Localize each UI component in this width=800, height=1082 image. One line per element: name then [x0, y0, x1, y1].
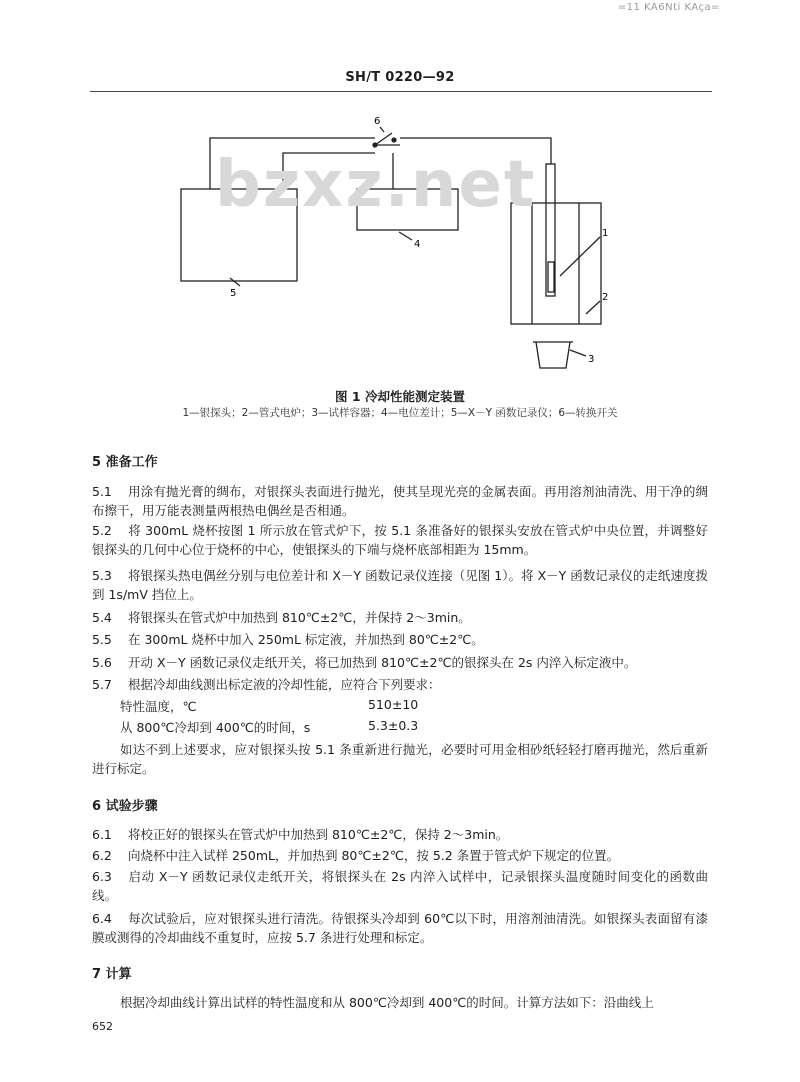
- paragraph-text: 开动 X－Y 函数记录仪走纸开关，将已加热到 810℃±2℃的银探头在 2s 内淬入标定液中。: [128, 655, 637, 670]
- paragraph-number: 6.2: [92, 848, 112, 863]
- label-4: 4: [414, 239, 421, 250]
- watermark: bzxz.net: [215, 148, 537, 222]
- paragraph-5-5: [92, 630, 708, 649]
- label-3: 3: [588, 354, 595, 365]
- paragraph-text: 将银探头热电偶丝分别与电位差计和 X－Y 函数记录仪连接（见图 1）。将 X－Y 函数记录仪的走纸速度拨到 1s/mV 挡位上。: [92, 568, 708, 602]
- requirement-1-value: 510±10: [368, 697, 419, 712]
- paragraph-5-7-note: 如达不到上述要求，应对银探头按 5.1 条重新进行抛光，必要时可用金相砂纸轻轻打磨再抛光，然后重新进行标定。: [92, 742, 708, 776]
- paragraph-6-2: [92, 846, 708, 865]
- paragraph-text: 根据冷却曲线测出标定液的冷却性能，应符合下列要求：: [128, 677, 441, 692]
- paragraph-text: 将校正好的银探头在管式炉中加热到 810℃±2℃，保持 2～3min。: [128, 827, 509, 842]
- paragraph-number: 5.6: [92, 655, 112, 670]
- requirement-1-label: 特性温度，℃: [120, 699, 197, 714]
- section-6-title: 6 试验步骤: [92, 799, 158, 814]
- paragraph-5-4: [92, 608, 708, 627]
- paragraph-text: 将银探头在管式炉中加热到 810℃±2℃，并保持 2～3min。: [128, 610, 471, 625]
- paragraph-number: 5.4: [92, 610, 112, 625]
- switch-lever: [375, 133, 392, 145]
- paragraph-number: 5.7: [92, 677, 112, 692]
- paragraph-6-4: [92, 909, 708, 947]
- section-7-title: 7 计算: [92, 967, 132, 982]
- paragraph-number: 6.1: [92, 827, 112, 842]
- paragraph-text: 启动 X－Y 函数记录仪走纸开关，将银探头在 2s 内淬入试样中，记录银探头温度随时间变化的函数曲线。: [92, 869, 708, 903]
- paragraph-text: 将 300mL 烧杯按图 1 所示放在管式炉下，按 5.1 条准备好的银探头安放在管式炉中央位置，并调整好银探头的几何中心位于烧杯的中心，使银探头的下端与烧杯底部相距为 15mm。: [92, 523, 708, 557]
- section-5-title: 5 准备工作: [92, 455, 158, 470]
- label-6: 6: [374, 116, 381, 127]
- paragraph-number: 5.1: [92, 484, 112, 499]
- paragraph-text: 在 300mL 烧杯中加入 250mL 标定液，并加热到 80℃±2℃。: [128, 632, 484, 647]
- label-1: 1: [602, 228, 609, 239]
- paragraph-6-3: [92, 867, 708, 905]
- page-header: SH/T 0220—92: [345, 70, 455, 85]
- paragraph-number: 5.2: [92, 523, 112, 538]
- paragraph-number: 6.4: [92, 911, 112, 926]
- page-number: 652: [92, 1020, 113, 1033]
- paragraph-number: 5.3: [92, 568, 112, 583]
- paragraph-text: 向烧杯中注入试样 250mL，并加热到 80℃±2℃，按 5.2 条置于管式炉下规定的位置。: [128, 848, 620, 863]
- figure-legend: 1—银探头；2—管式电炉；3—试样容器；4—电位差计；5—X－Y 函数记录仪；6—转换开关: [182, 407, 618, 419]
- paragraph-5-7: [92, 675, 708, 694]
- paragraph-6-1: [92, 825, 708, 844]
- paragraph-7: 根据冷却曲线计算出试样的特性温度和从 800℃冷却到 400℃的时间。计算方法如下：沿曲线上: [120, 995, 654, 1010]
- paragraph-5-6: [92, 653, 708, 672]
- paragraph-5-1: [92, 482, 708, 520]
- requirement-2-label: 从 800℃冷却到 400℃的时间，s: [120, 720, 311, 735]
- paragraph-text: 用涂有抛光膏的绸布，对银探头表面进行抛光，使其呈现光亮的金属表面。再用溶剂油清洗、用干净的绸布擦干，用万能表测量两根热电偶丝是否相通。: [92, 484, 708, 518]
- paragraph-number: 6.3: [92, 869, 112, 884]
- corner-scan-text: =11 KA6Nti KAça=: [617, 2, 720, 13]
- figure-caption: 图 1 冷却性能测定装置: [335, 389, 465, 404]
- requirement-2-value: 5.3±0.3: [368, 718, 419, 733]
- label-2: 2: [602, 292, 609, 303]
- paragraph-text: 每次试验后，应对银探头进行清洗。待银探头冷却到 60℃以下时，用溶剂油清洗。如银探头表面留有漆膜或测得的冷却曲线不重复时，应按 5.7 条进行处理和标定。: [92, 911, 708, 945]
- label-5: 5: [230, 288, 237, 299]
- sample-beaker: [536, 342, 570, 368]
- paragraph-5-2: [92, 521, 708, 559]
- paragraph-number: 5.5: [92, 632, 112, 647]
- paragraph-5-3: [92, 566, 708, 604]
